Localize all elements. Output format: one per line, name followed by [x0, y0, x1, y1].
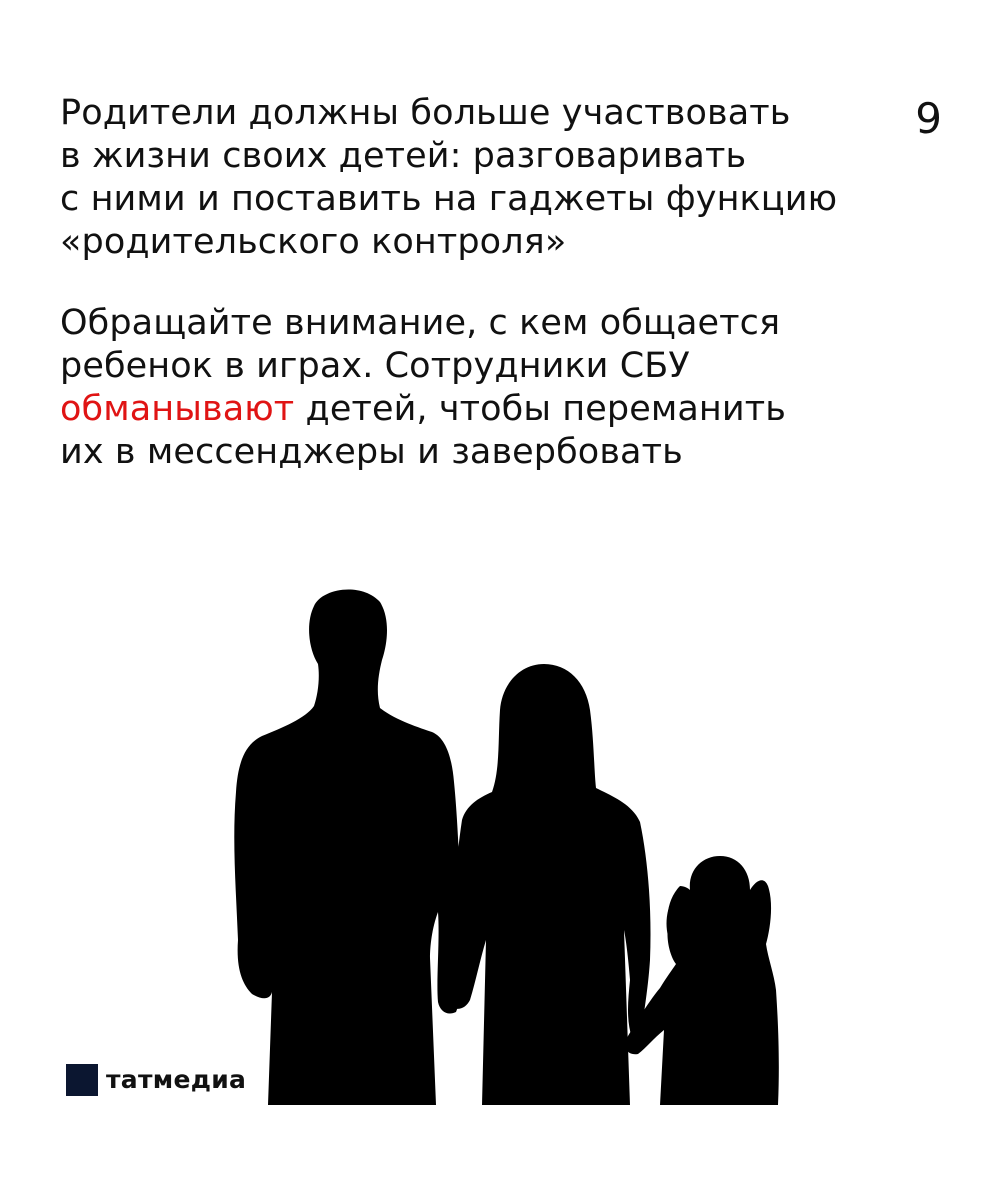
- brand-logo: [66, 1064, 246, 1096]
- parents-advice-paragraph: [60, 92, 920, 264]
- paragraph-line: в жизни своих детей: разговаривать: [60, 136, 747, 176]
- father-silhouette-icon: [234, 590, 462, 1105]
- games-warning-paragraph: [60, 302, 920, 474]
- paragraph-line: их в мессенджеры и завербовать: [60, 432, 683, 472]
- highlighted-word: обманывают: [60, 389, 295, 429]
- paragraph-line: Родители должны больше участвовать: [60, 93, 791, 133]
- paragraph-line: «родительского контроля»: [60, 222, 567, 262]
- family-silhouette-icon: [0, 560, 1000, 1105]
- paragraph-line-rest: детей, чтобы переманить: [294, 389, 786, 429]
- brand-square-icon: [66, 1064, 98, 1096]
- paragraph-line: [60, 388, 920, 431]
- mother-silhouette-icon: [445, 664, 651, 1105]
- paragraph-line: с ними и поставить на гаджеты функцию: [60, 179, 838, 219]
- paragraph-line: ребенок в играх. Сотрудники СБУ: [60, 346, 690, 386]
- paragraph-line: Обращайте внимание, с кем общается: [60, 303, 781, 343]
- page-number: 9: [915, 94, 942, 143]
- brand-name: татмедиа: [106, 1065, 247, 1094]
